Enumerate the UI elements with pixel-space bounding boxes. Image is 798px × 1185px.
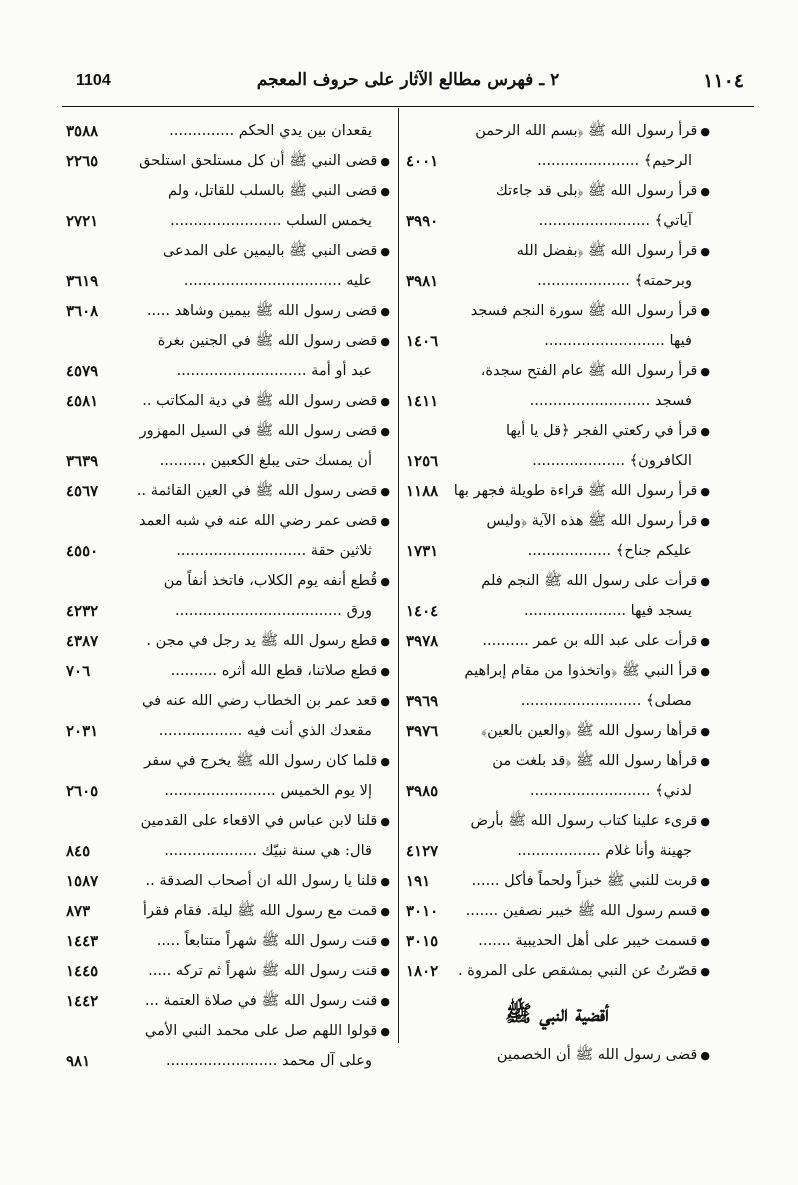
index-entry <box>64 266 390 296</box>
hadith-number: ١٨٠٢ <box>406 962 439 980</box>
index-entry <box>404 236 710 266</box>
entry-text <box>481 356 710 387</box>
entry-text <box>487 506 711 537</box>
hadith-number: ٤١٢٧ <box>406 842 439 860</box>
entry-label: قرأ رسول الله ﷺ قراءة طويلة فجهر بها <box>453 482 698 499</box>
bullet-icon: ● <box>380 305 390 318</box>
bullet-icon: ● <box>380 995 390 1008</box>
entry-label: قلنا يا رسول الله ان أصحاب الصدقة .. <box>145 872 378 889</box>
index-entry <box>64 326 390 356</box>
entry-label: قضى رسول الله ﷺ في دية المكاتب .. <box>142 392 378 409</box>
entry-text <box>478 926 710 957</box>
entry-label: قطع صلاتنا، قطع الله أثره .......... <box>170 662 378 679</box>
hadith-number: ٤٢٣٢ <box>66 602 99 620</box>
entry-text <box>164 566 390 597</box>
hadith-number: ٤٥٨١ <box>66 392 99 410</box>
index-entry <box>64 896 390 926</box>
entry-text <box>141 806 390 837</box>
index-entry <box>64 356 390 386</box>
entry-text <box>157 926 390 957</box>
entry-text <box>530 776 692 806</box>
entry-text <box>164 836 372 866</box>
entry-label: عليه .................................. <box>183 272 372 289</box>
column-divider <box>398 108 399 1043</box>
section-heading-text: أقضية النبي ﷺ <box>505 1001 609 1027</box>
entry-text <box>528 536 692 566</box>
entry-text <box>176 536 372 566</box>
index-entry <box>64 656 390 686</box>
hadith-number: ٣٠١٠ <box>406 902 439 920</box>
bullet-icon: ● <box>380 935 390 948</box>
entry-label: قرأ رسول الله ﷺ ﴿بفضل الله <box>516 242 698 259</box>
hadith-number: ٣٩٧٨ <box>406 632 439 650</box>
hadith-number: ١٤٠٤ <box>406 602 439 620</box>
bullet-icon: ● <box>700 365 710 378</box>
entry-text <box>524 596 692 626</box>
entry-text <box>171 656 390 687</box>
bullet-icon: ● <box>380 485 390 498</box>
hadith-number: ٣٩٨١ <box>406 272 439 290</box>
hadith-number: ١٤٤٣ <box>66 932 99 950</box>
bullet-icon: ● <box>380 395 390 408</box>
index-entry <box>404 266 710 296</box>
index-entry <box>64 446 390 476</box>
entry-text <box>472 866 710 897</box>
entry-label: الرحيم﴾ ...................... <box>537 152 692 169</box>
entry-label: قصّرتُ عن النبي بمشقص على المروة . <box>458 962 698 979</box>
entry-label: قسمت خيبر على أهل الحديبية ....... <box>478 932 698 949</box>
bullet-icon: ● <box>380 635 390 648</box>
index-entry <box>64 746 390 776</box>
entry-label: جهينة وأنا غلام .................. <box>517 842 692 859</box>
bullet-icon: ● <box>700 425 710 438</box>
entry-label: قرأ رسول الله ﷺ ﴿بلى قد جاءتك <box>495 182 698 199</box>
hadith-number: ٣٩٨٥ <box>406 782 439 800</box>
bullet-icon: ● <box>380 575 390 588</box>
entry-label: قُطع أنفه يوم الكلاب، فاتخذ أنفاً من <box>163 572 378 589</box>
index-entry <box>64 1046 390 1076</box>
hadith-number: ٢٢٦٥ <box>66 152 99 170</box>
entry-text <box>464 656 710 687</box>
entry-label: قضى النبي ﷺ باليمين على المدعى <box>162 242 378 259</box>
index-entry <box>64 806 390 836</box>
hadith-number: ١١٨٨ <box>406 482 439 500</box>
index-entry <box>64 386 390 416</box>
hadith-number: ٤٥٧٩ <box>66 362 99 380</box>
entry-label: قرأ في ركعتي الفجر ﴿قل يا أيها <box>505 422 698 439</box>
entry-label: قنت رسول الله ﷺ شهراً ثم تركه ..... <box>148 962 378 979</box>
index-entry <box>64 116 390 146</box>
hadith-number: ١٤٤٥ <box>66 962 99 980</box>
index-entry <box>64 686 390 716</box>
entry-text <box>471 806 711 837</box>
hadith-number: ٣٥٨٨ <box>66 122 99 140</box>
index-column-left <box>64 116 390 1076</box>
index-entry <box>404 866 710 896</box>
entry-text <box>166 1046 372 1076</box>
index-entry <box>64 506 390 536</box>
entry-text <box>142 386 390 417</box>
bullet-icon: ● <box>380 695 390 708</box>
index-entry <box>64 776 390 806</box>
entry-label: مصلى﴾ .......................... <box>520 692 692 709</box>
bullet-icon: ● <box>700 515 710 528</box>
entry-text <box>544 326 692 356</box>
bullet-icon: ● <box>700 245 710 258</box>
bullet-icon: ● <box>380 245 390 258</box>
hadith-number: ٧٠٦ <box>66 662 91 680</box>
entry-label: قولوا اللهم صل على محمد النبي الأمي <box>144 1022 378 1039</box>
index-entry <box>404 746 710 776</box>
entry-label: مقعدك الذي أنت فيه .................. <box>158 722 372 739</box>
entry-text <box>145 866 390 897</box>
entry-text <box>169 116 372 146</box>
entry-text <box>184 266 372 296</box>
entry-text <box>163 236 390 267</box>
entry-label: قضى عمر رضي الله عنه في شبه العمد <box>138 512 378 529</box>
entry-label: يقعدان بين يدي الحكم .............. <box>169 122 372 139</box>
bullet-icon: ● <box>700 575 710 588</box>
bullet-icon: ● <box>700 905 710 918</box>
entry-label: قرىء علينا كتاب رسول الله ﷺ بأرض <box>470 812 698 829</box>
entry-label: ثلاثين حقة ............................ <box>176 542 372 559</box>
entry-label: قضى النبي ﷺ بالسلب للقاتل، ولم <box>168 182 378 199</box>
index-entry <box>404 896 710 926</box>
entry-text <box>496 176 710 207</box>
hadith-number: ١٤١١ <box>406 392 439 410</box>
entry-text <box>532 446 692 476</box>
hadith-number: ٤٣٨٧ <box>66 632 99 650</box>
entry-text <box>159 716 372 746</box>
index-entry <box>64 956 390 986</box>
bullet-icon: ● <box>700 485 710 498</box>
bullet-icon: ● <box>380 335 390 348</box>
hadith-number: ٢٦٠٥ <box>66 782 99 800</box>
entry-label: قرأ رسول الله ﷺ هذه الآية ﴿وليس <box>486 512 698 529</box>
entry-label: عليكم جناح﴾ .................. <box>527 542 692 559</box>
entry-label: قرأها رسول الله ﷺ ﴿والعين بالعين﴾ <box>481 722 698 739</box>
bullet-icon: ● <box>380 155 390 168</box>
entry-label: قرأ النبي ﷺ ﴿واتخذوا من مقام إبراهيم <box>464 662 698 679</box>
entry-text <box>175 596 372 626</box>
entry-text <box>458 956 710 987</box>
entry-label: قعد عمر بن الخطاب رضي الله عنه في <box>141 692 378 709</box>
entry-label: قرأت على رسول الله ﷺ النجم فلم <box>481 572 698 589</box>
entry-label: ورق .................................... <box>174 602 372 619</box>
index-entry <box>404 416 710 446</box>
bullet-icon: ● <box>380 1025 390 1038</box>
entry-label: قرأ رسول الله ﷺ عام الفتح سجدة، <box>480 362 698 379</box>
entry-label: آياتي﴾ ........................ <box>538 212 692 229</box>
bullet-icon: ● <box>700 665 710 678</box>
entry-text <box>517 836 692 866</box>
index-column-right <box>404 116 710 1070</box>
index-entry <box>64 836 390 866</box>
bullet-icon: ● <box>700 935 710 948</box>
entry-label: قضى رسول الله ﷺ بيمين وشاهد ..... <box>146 302 378 319</box>
bullet-icon: ● <box>700 125 710 138</box>
hadith-number: ٤٠٠١ <box>406 152 439 170</box>
entry-text <box>139 146 390 177</box>
bullet-icon: ● <box>380 815 390 828</box>
entry-text <box>140 416 390 447</box>
entry-label: قضى رسول الله ﷺ في الجنين بغرة <box>157 332 378 349</box>
entry-text <box>497 1040 710 1071</box>
hadith-number: ١٤٤٢ <box>66 992 99 1010</box>
hadith-number: ٤٥٥٠ <box>66 542 99 560</box>
entry-label: قضى رسول الله ﷺ في العين القائمة .. <box>136 482 378 499</box>
hadith-number: ٨٧٣ <box>66 902 91 920</box>
hadith-number: ٤٥٦٧ <box>66 482 99 500</box>
index-entry <box>404 626 710 656</box>
index-entry <box>404 656 710 686</box>
index-entry <box>404 326 710 356</box>
bullet-icon: ● <box>700 635 710 648</box>
index-entry <box>404 116 710 146</box>
index-entry <box>64 236 390 266</box>
entry-label: قنت رسول الله ﷺ شهراً متتابعاً ..... <box>156 932 378 949</box>
hadith-number: ٢٠٣١ <box>66 722 99 740</box>
bullet-icon: ● <box>700 755 710 768</box>
entry-text <box>481 566 710 597</box>
entry-text <box>144 746 390 777</box>
entry-text <box>521 686 692 716</box>
entry-text <box>170 206 372 236</box>
entry-label: وبرحمته﴾ .................... <box>537 272 692 289</box>
bullet-icon: ● <box>380 665 390 678</box>
entry-label: الكافرون﴾ .................... <box>532 452 692 469</box>
index-entry <box>404 146 710 176</box>
index-entry <box>404 356 710 386</box>
index-entry <box>404 1040 710 1070</box>
entry-label: قرأ رسول الله ﷺ ﴿بسم الله الرحمن <box>475 122 698 139</box>
entry-text <box>164 776 372 806</box>
entry-label: قلنا لابن عباس في الاقعاء على القدمين <box>140 812 378 829</box>
entry-label: وعلى آل محمد ........................ <box>166 1052 372 1069</box>
hadith-number: ٣٩٩٠ <box>406 212 439 230</box>
entry-label: قضى رسول الله ﷺ أن الخصمين <box>496 1046 698 1063</box>
index-entry <box>64 926 390 956</box>
index-entry <box>404 176 710 206</box>
entry-text <box>482 626 710 657</box>
page-number-latin: 1104 <box>76 72 111 89</box>
index-entry <box>64 596 390 626</box>
entry-text <box>145 986 390 1017</box>
index-entry <box>404 776 710 806</box>
index-entry <box>404 386 710 416</box>
entry-text <box>146 626 390 657</box>
entry-label: قرأ رسول الله ﷺ سورة النجم فسجد <box>470 302 698 319</box>
entry-text <box>492 746 710 777</box>
entry-label: فيها .......................... <box>544 332 692 349</box>
index-entry <box>64 206 390 236</box>
index-entry <box>404 716 710 746</box>
bullet-icon: ● <box>700 185 710 198</box>
entry-label: أن يمسك حتى يبلغ الكعبين .......... <box>159 452 372 469</box>
entry-text <box>160 446 372 476</box>
entry-label: قسم رسول الله ﷺ خيبر نصفين ....... <box>465 902 698 919</box>
entry-label: قنت رسول الله ﷺ في صلاة العتمة ... <box>144 992 378 1009</box>
entry-label: قرأت على عبد الله بن عمر .......... <box>482 632 698 649</box>
index-entry <box>404 476 710 506</box>
entry-label: قطع رسول الله ﷺ يد رجل في مجن . <box>146 632 378 649</box>
hadith-number: ١٧٣١ <box>406 542 439 560</box>
index-entry <box>64 146 390 176</box>
entry-text <box>530 386 692 416</box>
index-entry <box>64 416 390 446</box>
entry-label: قضى النبي ﷺ أن كل مستلحق استلحق <box>139 152 378 169</box>
hadith-number: ٢٧٢١ <box>66 212 99 230</box>
bullet-icon: ● <box>700 305 710 318</box>
entry-text <box>139 506 390 537</box>
hadith-number: ٣٦١٩ <box>66 272 99 290</box>
bullet-icon: ● <box>700 815 710 828</box>
entry-label: فسجد .......................... <box>529 392 692 409</box>
index-entry <box>64 296 390 326</box>
entry-text <box>537 146 692 176</box>
entry-text <box>481 716 710 747</box>
index-entry <box>64 626 390 656</box>
index-entry <box>64 716 390 746</box>
index-entry <box>404 926 710 956</box>
bullet-icon: ● <box>380 755 390 768</box>
entry-text <box>158 326 390 357</box>
bullet-icon: ● <box>700 725 710 738</box>
index-entry <box>404 536 710 566</box>
hadith-number: ٣٠١٥ <box>406 932 439 950</box>
entry-label: يخمس السلب ........................ <box>170 212 372 229</box>
entry-text <box>537 266 692 296</box>
bullet-icon: ● <box>380 905 390 918</box>
index-entry <box>404 506 710 536</box>
entry-text <box>454 476 710 507</box>
entry-text <box>177 356 372 386</box>
entry-text <box>471 296 710 327</box>
hadith-number: ١٢٥٦ <box>406 452 439 470</box>
index-entry <box>404 566 710 596</box>
index-entry <box>404 296 710 326</box>
entry-text <box>137 476 390 507</box>
entry-text <box>466 896 710 927</box>
bullet-icon: ● <box>700 1049 710 1062</box>
entry-text <box>517 236 710 267</box>
entry-label: قضى رسول الله ﷺ في السيل المهزور <box>139 422 378 439</box>
entry-text <box>168 176 390 207</box>
entry-text <box>475 116 710 147</box>
bullet-icon: ● <box>380 515 390 528</box>
entry-text <box>143 896 390 927</box>
hadith-number: ٨٤٥ <box>66 842 91 860</box>
bullet-icon: ● <box>380 965 390 978</box>
entry-label: قال: هي سنة نبيّك .................... <box>164 842 372 859</box>
entry-label: عبد أو أمة ............................ <box>176 362 372 379</box>
bullet-icon: ● <box>380 185 390 198</box>
page-title: ٢ ـ فهرس مطالع الآثار على حروف المعجم <box>256 70 560 90</box>
index-entry <box>64 1016 390 1046</box>
entry-label: قرأها رسول الله ﷺ ﴿قد بلغت من <box>492 752 698 769</box>
entry-text <box>145 1016 390 1047</box>
entry-text <box>142 686 390 717</box>
hadith-number: ٣٦٠٨ <box>66 302 99 320</box>
index-entry <box>404 686 710 716</box>
index-entry <box>64 566 390 596</box>
index-entry <box>64 176 390 206</box>
page-header <box>62 66 754 107</box>
entry-label: قلما كان رسول الله ﷺ يخرج في سفر <box>144 752 378 769</box>
index-entry <box>404 596 710 626</box>
entry-label: إلا يوم الخميس ........................ <box>164 782 372 799</box>
entry-label: يسجد فيها ...................... <box>523 602 692 619</box>
index-entry <box>64 866 390 896</box>
index-entry <box>404 956 710 986</box>
index-entry <box>404 206 710 236</box>
bullet-icon: ● <box>380 875 390 888</box>
bullet-icon: ● <box>380 425 390 438</box>
hadith-number: ١٩١ <box>406 872 431 890</box>
section-heading <box>404 986 710 1040</box>
bullet-icon: ● <box>700 965 710 978</box>
index-entry <box>404 446 710 476</box>
hadith-number: ٣٩٧٦ <box>406 722 439 740</box>
hadith-number: ٣٩٦٩ <box>406 692 439 710</box>
index-entry <box>404 836 710 866</box>
entry-text <box>539 206 692 236</box>
page-number-arabic: ١١٠٤ <box>703 70 744 92</box>
hadith-number: ١٤٠٦ <box>406 332 439 350</box>
index-entry <box>404 806 710 836</box>
entry-text <box>147 296 390 327</box>
index-entry <box>64 986 390 1016</box>
entry-label: قمت مع رسول الله ﷺ ليلة. فقام فقرأ <box>142 902 378 919</box>
hadith-number: ٩٨١ <box>66 1052 91 1070</box>
index-entry <box>64 536 390 566</box>
entry-text <box>506 416 710 447</box>
hadith-number: ٣٦٣٩ <box>66 452 99 470</box>
entry-text <box>148 956 390 987</box>
entry-label: قربت للنبي ﷺ خبزاً ولحماً فأكل ...... <box>471 872 698 889</box>
index-entry <box>64 476 390 506</box>
hadith-number: ١٥٨٧ <box>66 872 99 890</box>
entry-label: لدني﴾ .......................... <box>529 782 692 799</box>
bullet-icon: ● <box>700 875 710 888</box>
